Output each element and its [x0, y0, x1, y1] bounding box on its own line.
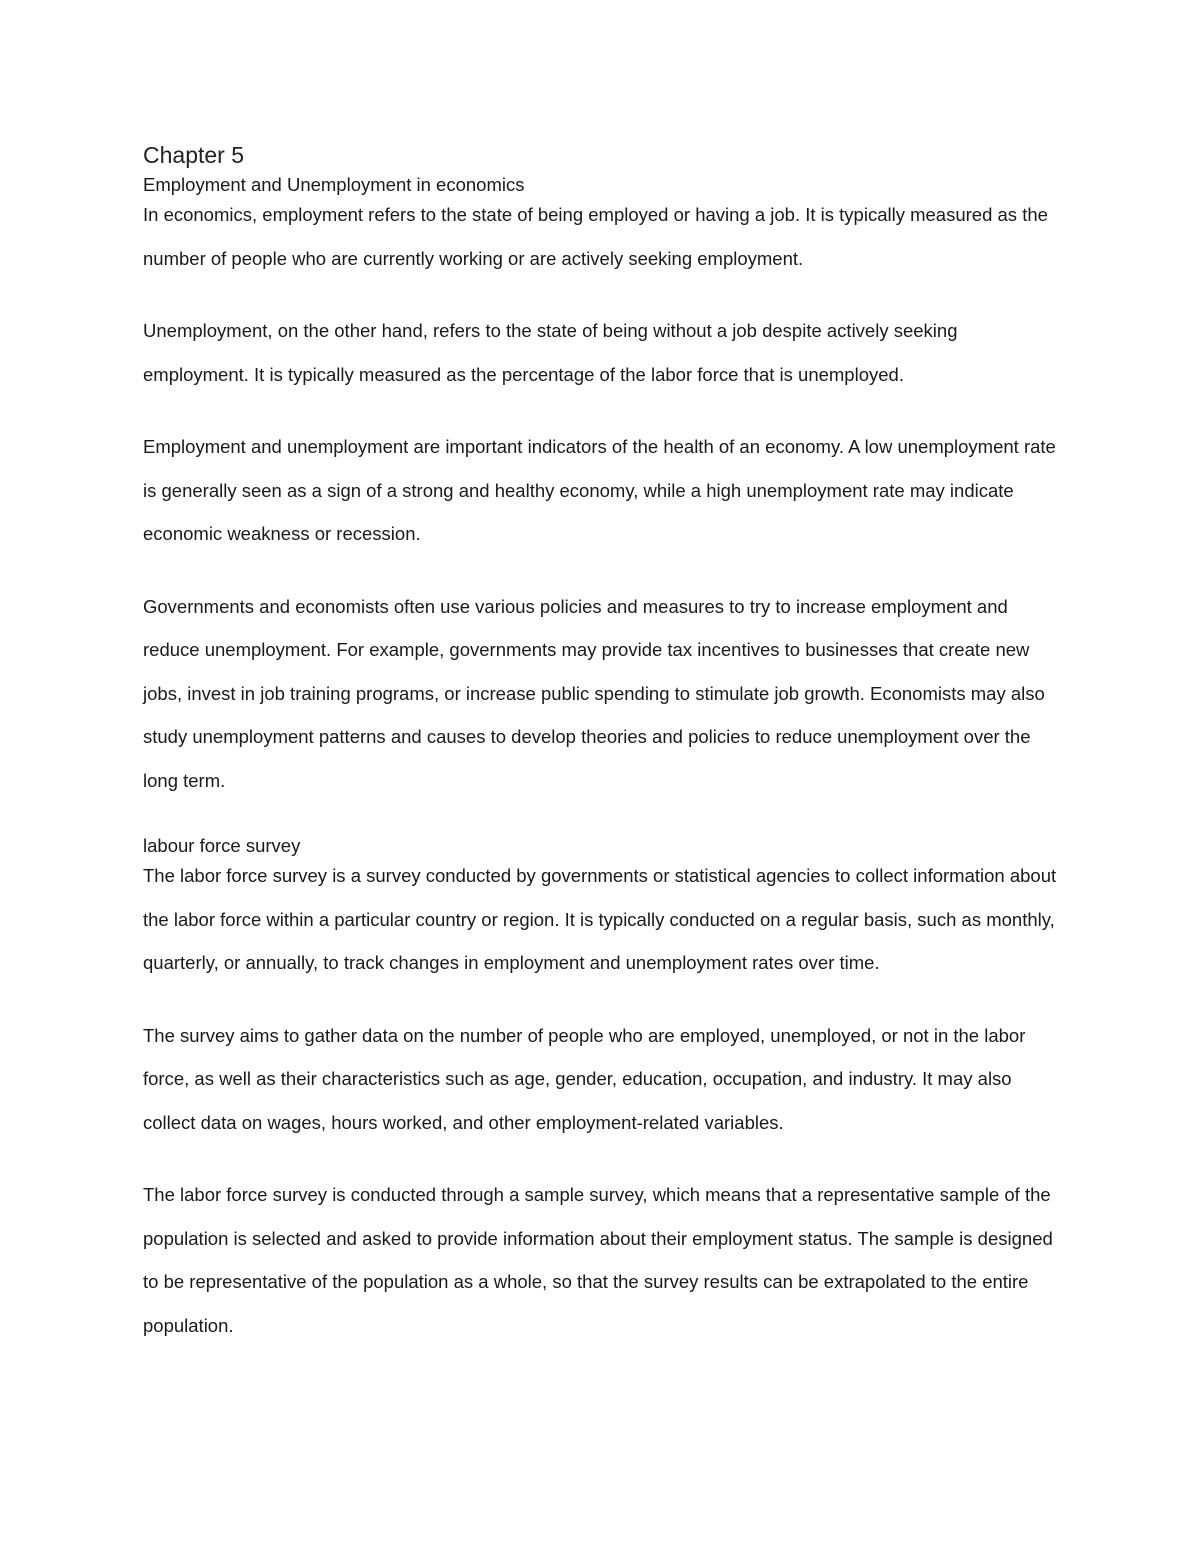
section-employment	[143, 170, 1063, 802]
section-heading-employment: Employment and Unemployment in economics	[143, 174, 525, 195]
paragraph: Unemployment, on the other hand, refers to the state of being without a job despite actively seeking employment. It is typically measured as the percentage of the labor force that is unemployed.	[143, 320, 958, 385]
paragraph: The labor force survey is a survey conducted by governments or statistical agencies to collect information about the labor force within a particular country or region. It is typically conducted on a regular basis, such as monthly, quarterly, or annually, to track changes in employment and unemployment rates over time.	[143, 865, 1057, 973]
document-content	[143, 140, 1063, 1376]
paragraph: The survey aims to gather data on the number of people who are employed, unemployed, or not in the labor force, as well as their characteristics such as age, gender, education, occupation, and industry. It may also collect data on wages, hours worked, and other employment-related variables.	[143, 1024, 1026, 1133]
paragraph: In economics, employment refers to the state of being employed or having a job. It is typically measured as the number of people who are currently working or are actively seeking employment.	[143, 204, 1048, 269]
paragraph: Governments and economists often use various policies and measures to try to increase employment and reduce unemployment. For example, governments may provide tax incentives to businesses that create new jobs, invest in job training programs, or increase public spending to stimulate job growth. Economists may also study unemployment patterns and causes to develop theories and policies to reduce unemployment over the long term.	[143, 595, 1045, 791]
paragraph: The labor force survey is conducted through a sample survey, which means that a representative sample of the population is selected and asked to provide information about their employment status. The sample is designed to be representative of the population as a whole, so that the survey results can be extrapolated to the entire population.	[143, 1184, 1053, 1336]
section-heading-labour-force-survey: labour force survey	[143, 835, 301, 856]
paragraph: Employment and unemployment are important indicators of the health of an economy. A low unemployment rate is generally seen as a sign of a strong and healthy economy, while a high unemployment rate may indicate economic weakness or recession.	[143, 436, 1056, 544]
section-labour-force-survey	[143, 831, 1063, 1347]
chapter-title: Chapter 5	[143, 142, 245, 168]
